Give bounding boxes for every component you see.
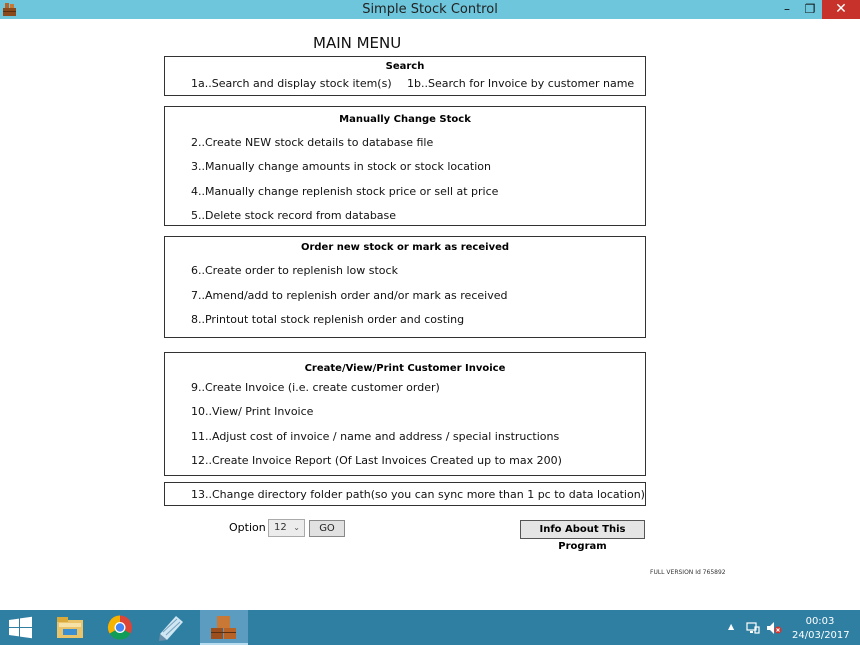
taskbar-chrome[interactable] <box>100 610 140 645</box>
notepad-icon <box>150 610 192 645</box>
start-button[interactable] <box>0 610 44 645</box>
search-group <box>164 56 646 96</box>
taskbar-notepad[interactable] <box>150 610 192 645</box>
directory-group <box>164 482 646 506</box>
menu-item-10[interactable]: 10..View/ Print Invoice <box>191 405 314 418</box>
network-icon[interactable] <box>746 621 760 635</box>
menu-item-1b[interactable]: 1b..Search for Invoice by customer name <box>407 77 635 90</box>
stock-boxes-icon <box>200 610 248 645</box>
option-select[interactable] <box>268 519 305 537</box>
menu-item-12[interactable]: 12..Create Invoice Report (Of Last Invoices Created up to max 200) <box>191 454 562 467</box>
option-select-value: 12 <box>274 522 287 533</box>
menu-item-7[interactable]: 7..Amend/add to replenish order and/or mark as received <box>191 289 508 302</box>
customer-invoice-group-title: Create/View/Print Customer Invoice <box>304 363 506 374</box>
taskbar-simple-stock-control[interactable] <box>200 610 248 645</box>
version-label: FULL VERSION Id 765892 <box>650 569 726 576</box>
menu-item-2[interactable]: 2..Create NEW stock details to database file <box>191 136 434 149</box>
clock-date[interactable]: 24/03/2017 <box>792 630 850 641</box>
taskbar <box>0 610 860 645</box>
menu-item-3[interactable]: 3..Manually change amounts in stock or stock location <box>191 160 491 173</box>
minimize-button[interactable]: – <box>784 2 790 16</box>
close-button[interactable]: ✕ <box>822 0 860 19</box>
menu-item-13[interactable]: 13..Change directory folder path(so you can sync more than 1 pc to data location) <box>191 488 645 501</box>
option-label: Option <box>229 521 266 534</box>
menu-item-5[interactable]: 5..Delete stock record from database <box>191 209 397 222</box>
folder-icon <box>50 610 90 645</box>
taskbar-file-explorer[interactable] <box>50 610 90 645</box>
search-group-title: Search <box>385 61 425 72</box>
window-title: Simple Stock Control <box>362 2 498 17</box>
menu-item-6[interactable]: 6..Create order to replenish low stock <box>191 264 398 277</box>
menu-item-11[interactable]: 11..Adjust cost of invoice / name and address / special instructions <box>191 430 560 443</box>
chrome-icon <box>100 610 140 645</box>
info-about-program-button[interactable]: Info About This Program <box>520 520 645 539</box>
volume-muted-icon[interactable] <box>766 621 782 635</box>
manual-change-group <box>164 106 646 226</box>
manual-change-group-title: Manually Change Stock <box>339 114 471 125</box>
go-button[interactable]: GO <box>309 520 345 537</box>
chevron-down-icon: ⌄ <box>293 523 300 532</box>
windows-logo-icon <box>0 610 44 645</box>
title-bar <box>0 0 860 19</box>
clock-time[interactable]: 00:03 <box>805 616 835 627</box>
menu-item-1a[interactable]: 1a..Search and display stock item(s) <box>191 77 392 90</box>
menu-item-9[interactable]: 9..Create Invoice (i.e. create customer order) <box>191 381 440 394</box>
order-stock-group <box>164 236 646 338</box>
main-menu-title: MAIN MENU <box>313 34 402 52</box>
order-stock-group-title: Order new stock or mark as received <box>300 242 510 253</box>
customer-invoice-group <box>164 352 646 476</box>
menu-item-4[interactable]: 4..Manually change replenish stock price or sell at price <box>191 185 499 198</box>
maximize-button[interactable]: ❐ <box>804 2 816 16</box>
menu-item-8[interactable]: 8..Printout total stock replenish order and costing <box>191 313 465 326</box>
tray-expand-icon[interactable]: ▲ <box>728 622 735 631</box>
